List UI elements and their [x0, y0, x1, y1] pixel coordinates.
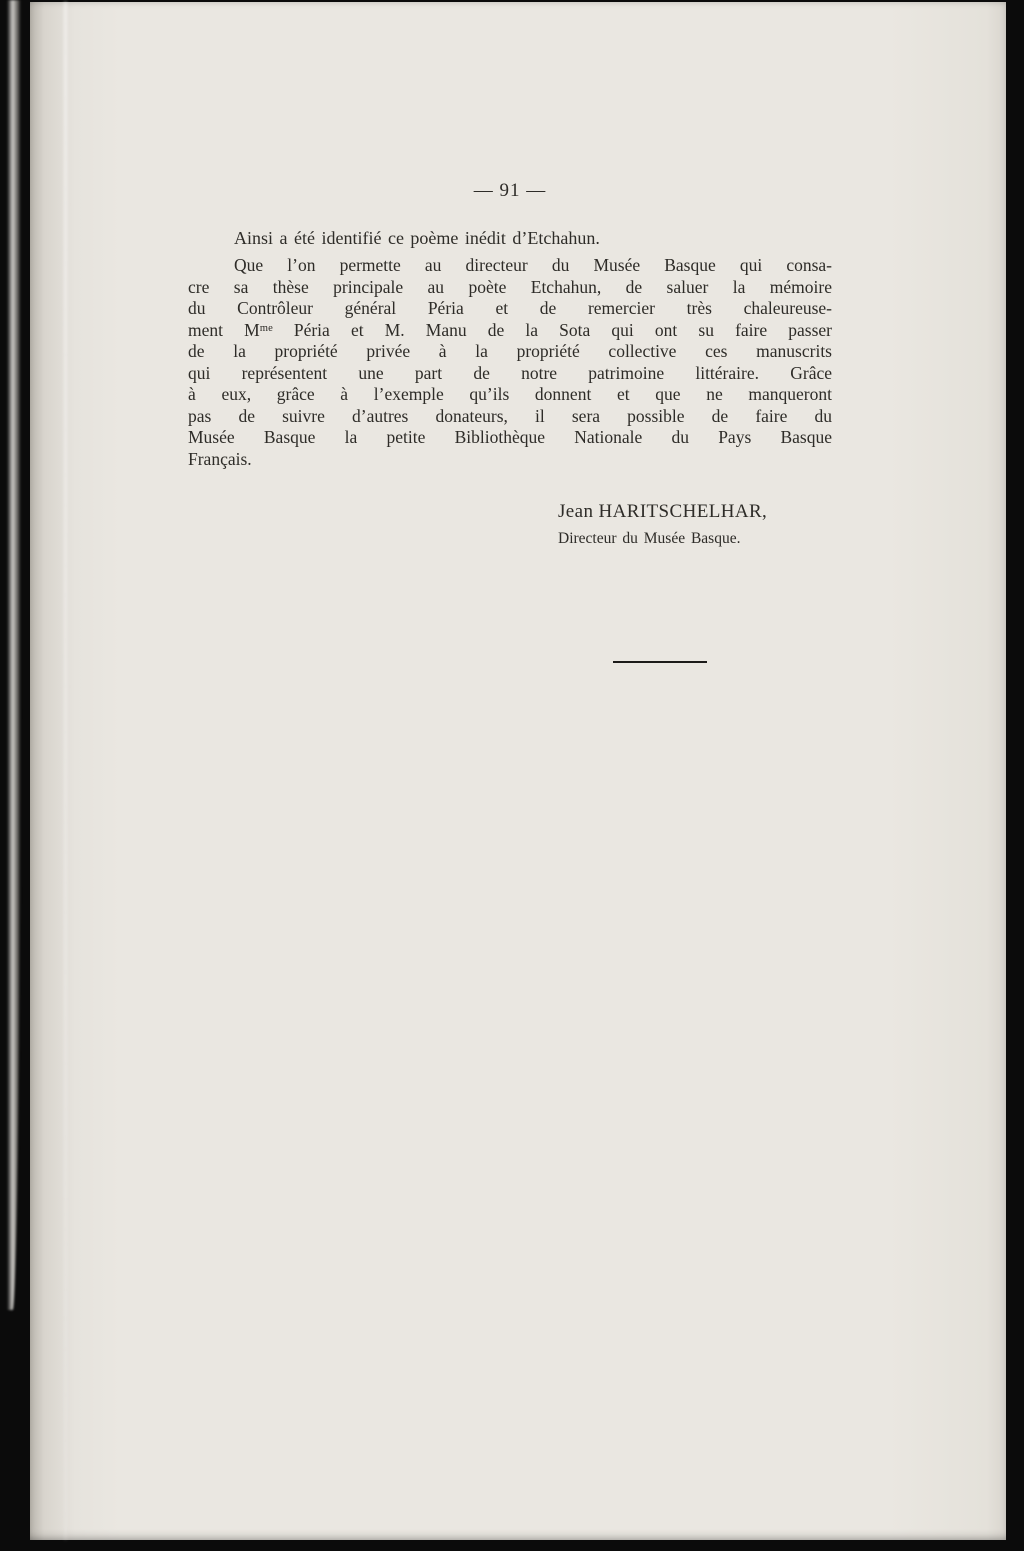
section-divider — [613, 661, 707, 663]
text-line: cre sa thèse principale au poète Etchahun, de saluer la mémoire — [188, 276, 832, 297]
page-number: — 91 — — [473, 180, 547, 201]
signature-name: Jean HARITSCHELHAR, — [558, 501, 768, 522]
previous-page-edge — [7, 0, 21, 1310]
paragraph-1: Ainsi a été identifié ce poème inédit d’Etchahun. — [234, 228, 600, 248]
text-line: Que l’on permette au directeur du Musée Basque qui consa- — [234, 255, 832, 275]
binding-crease — [64, 2, 67, 1540]
text-line: pas de suivre d’autres donateurs, il sera possible de faire du — [188, 405, 832, 426]
text-line: de la propriété privée à la propriété collective ces manuscrits — [188, 341, 832, 361]
book-page — [30, 2, 1006, 1540]
paragraph-2 — [188, 255, 832, 470]
text-line: ment Mᵐᵉ Péria et M. Manu de la Sota qui ont su faire passer — [188, 319, 832, 340]
text-line: Français. — [188, 448, 252, 469]
text-line: qui représentent une part de notre patrimoine littéraire. Grâce — [188, 362, 832, 383]
text-line: Musée Basque la petite Bibliothèque Nationale du Pays Basque — [188, 427, 832, 447]
text-line: à eux, grâce à l’exemple qu’ils donnent et que ne manqueront — [188, 384, 832, 404]
signature-title: Directeur du Musée Basque. — [558, 530, 741, 547]
signature-block — [558, 501, 767, 548]
text-line: du Contrôleur général Péria et de remercier très chaleureuse- — [188, 298, 832, 318]
